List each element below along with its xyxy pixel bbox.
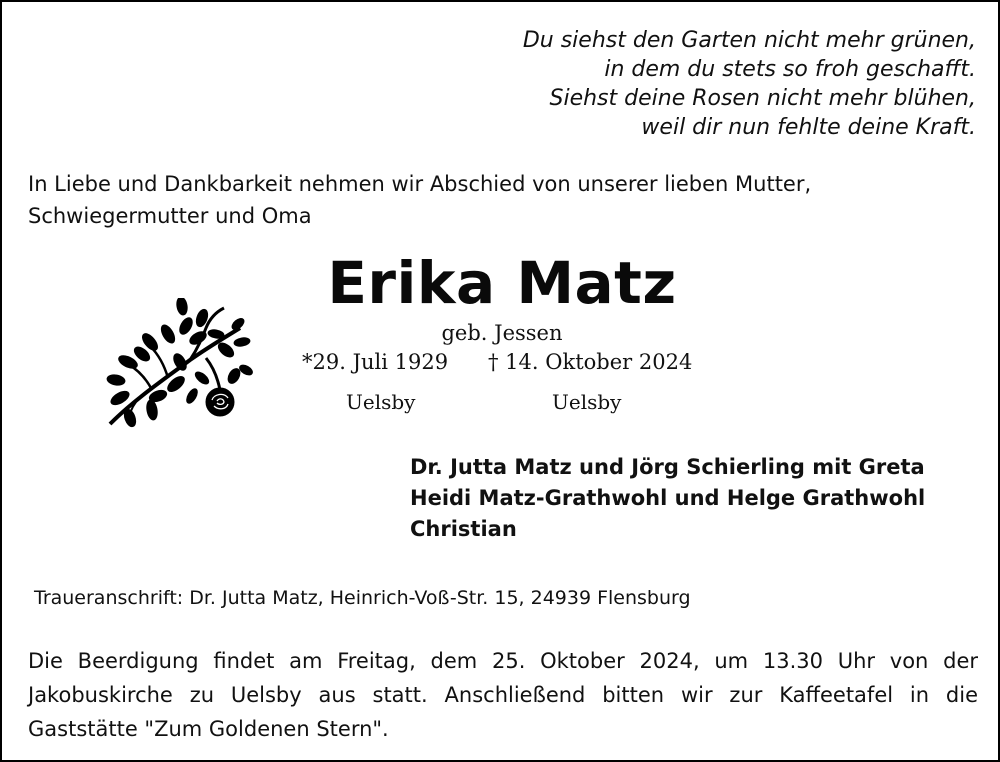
intro-text [28,168,978,232]
intro-line-1: In Liebe und Dankbarkeit nehmen wir Abschied von unserer lieben Mutter, [28,172,812,196]
death-date: † 14. Oktober 2024 [488,350,693,374]
funeral-details [28,644,978,746]
rose-branch-icon [106,298,254,428]
mourning-address: Traueranschrift: Dr. Jutta Matz, Heinrich-Voß-Str. 15, 24939 Flensburg [34,587,691,609]
funeral-line-2: Jakobuskirche zu Uelsby aus statt. Anschließend bitten wir zur Kaffeetafel in die [28,683,978,707]
poem-line-2: in dem du stets so froh geschafft. [604,57,976,82]
poem-line-3: Siehst deine Rosen nicht mehr blühen, [549,86,976,111]
funeral-line-1: Die Beerdigung findet am Freitag, dem 25. Oktober 2024, um 13.30 Uhr von der [28,649,978,673]
intro-line-2: Schwiegermutter und Oma [28,204,312,228]
poem [523,26,976,142]
maiden-name: geb. Jessen [441,321,563,345]
mourner-line-2: Heidi Matz-Grathwohl und Helge Grathwohl [410,486,926,510]
mourner-line-1: Dr. Jutta Matz und Jörg Schierling mit Greta [410,455,925,479]
mourners-list [410,452,925,545]
mourner-line-3: Christian [410,517,517,541]
deceased-name: Erika Matz [327,249,677,317]
death-place: Uelsby [552,390,622,414]
birth-place: Uelsby [346,390,416,414]
funeral-line-3: Gaststätte "Zum Goldenen Stern". [28,717,389,741]
poem-line-1: Du siehst den Garten nicht mehr grünen, [522,28,976,53]
poem-line-4: weil dir nun fehlte deine Kraft. [641,115,976,140]
birth-date: *29. Juli 1929 [302,350,449,374]
